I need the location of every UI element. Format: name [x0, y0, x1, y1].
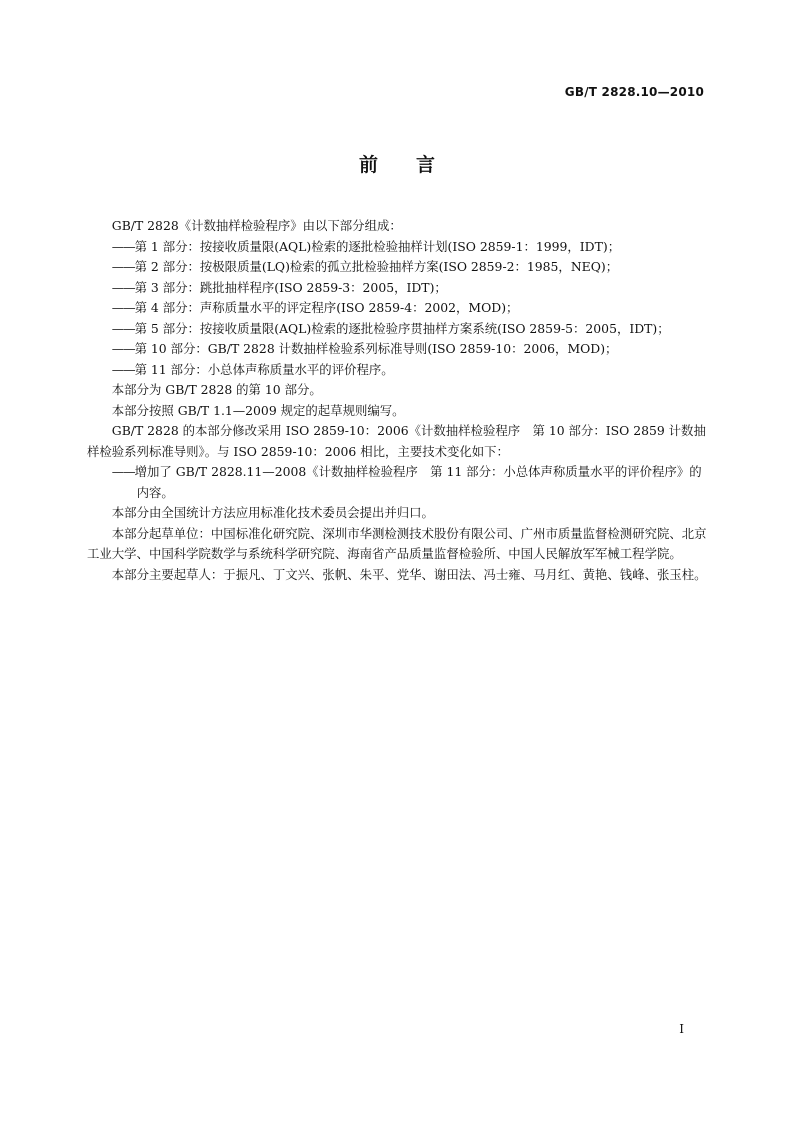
part-list-item: —— 第 1 部分：按接收质量限(AQL)检索的逐批检验抽样计划(ISO 2859-1：1999，IDT)；	[112, 237, 707, 258]
page-number: I	[679, 1022, 684, 1036]
part-list-item: —— 第 4 部分：声称质量水平的评定程序(ISO 2859-4：2002，MOD)；	[112, 298, 707, 319]
modification-paragraph: GB/T 2828 的本部分修改采用 ISO 2859-10：2006《计数抽样检验程序 第 10 部分：ISO 2859 计数抽样检验系列标准导则》。与 ISO 2859-10：2006 相比，主要技术变化如下：	[87, 423, 706, 459]
foreword-body	[87, 216, 707, 585]
part-list-item: —— 第 11 部分：小总体声称质量水平的评价程序。	[112, 360, 707, 381]
drafting-units-paragraph: 本部分起草单位：中国标准化研究院、深圳市华测检测技术股份有限公司、广州市质量监督检测研究院、北京工业大学、中国科学院数学与系统科学研究院、海南省产品质量监督检验所、中国人民解放军军械工程学院。	[87, 525, 707, 561]
change-list-item: —— 增加了 GB/T 2828.11—2008《计数抽样检验程序 第 11 部分：小总体声称质量水平的评价程序》的内容。	[112, 462, 707, 503]
part-list-item: —— 第 3 部分：跳批抽样程序(ISO 2859-3：2005，IDT)；	[112, 278, 707, 299]
intro-paragraph: GB/T 2828《计数抽样检验程序》由以下部分组成：	[111, 218, 402, 233]
part-list-item: —— 第 2 部分：按极限质量(LQ)检索的孤立批检验抽样方案(ISO 2859-2：1985，NEQ)；	[112, 257, 707, 278]
drafting-rules-paragraph: 本部分按照 GB/T 1.1—2009 规定的起草规则编写。	[111, 402, 405, 418]
drafters-paragraph: 本部分主要起草人：于振凡、丁文兴、张帆、朱平、党华、谢田法、冯士雍、马月红、黄艳、钱峰、张玉柱。	[111, 566, 707, 582]
part-list-item: —— 第 10 部分：GB/T 2828 计数抽样检验系列标准导则(ISO 2859-10：2006，MOD)；	[112, 339, 707, 360]
proposed-by-paragraph: 本部分由全国统计方法应用标准化技术委员会提出并归口。	[111, 505, 434, 520]
part-list-item: —— 第 5 部分：按接收质量限(AQL)检索的逐批检验序贯抽样方案系统(ISO 2859-5：2005，IDT)；	[112, 319, 707, 340]
page-title: 前言	[358, 154, 473, 176]
this-part-paragraph: 本部分为 GB/T 2828 的第 10 部分。	[111, 382, 322, 397]
standard-code: GB/T 2828.10—2010	[564, 85, 704, 99]
